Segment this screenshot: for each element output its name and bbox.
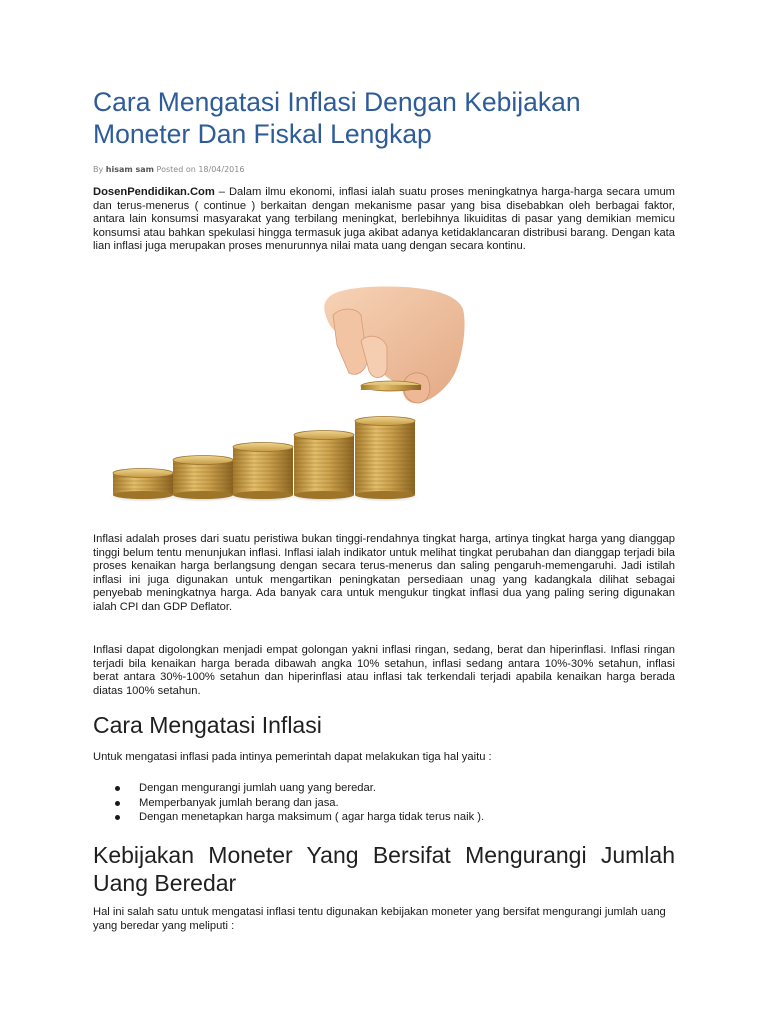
- coin-stack-2: [169, 456, 237, 503]
- section-heading-cara-mengatasi: Cara Mengatasi Inflasi: [93, 712, 322, 738]
- byline-by-label: By: [93, 165, 104, 174]
- bullet-icon: [115, 786, 120, 791]
- post-date: 18/04/2016: [198, 165, 245, 174]
- paragraph-three-ways: Untuk mengatasi inflasi pada intinya pemerintah dapat melakukan tiga hal yaitu :: [93, 751, 492, 763]
- coin-stack-1: [109, 469, 177, 503]
- coin-stack-3: [229, 443, 297, 503]
- bullet-list: [115, 781, 484, 825]
- paragraph-monetary-policy: Hal ini salah satu untuk mengatasi inflasi tentu digunakan kebijakan moneter yang bersifat mengurangi jumlah uang yang beredar yang meliputi :: [93, 906, 666, 932]
- list-item-text: Memperbanyak jumlah berang dan jasa.: [139, 796, 339, 809]
- list-item: [115, 810, 484, 825]
- coin-stack-4: [290, 431, 358, 503]
- hand-with-coin: [324, 286, 464, 403]
- paragraph-classification: Inflasi dapat digolongkan menjadi empat golongan yakni inflasi ringan, sedang, berat dan hiperinflasi. Inflasi ringan terjadi bila kenaikan harga berada dibawah angka 10% setahun, inflasi sedang antara 10%-30% setahun, inflasi berat antara 30%-100% setahun dan hiperinflasi atau inflasi tak terkendali terjadi apabila kenaikan harga berada diatas 100% setahun.: [93, 644, 675, 697]
- bullet-icon: [115, 801, 120, 806]
- coin-stacks-illustration: [105, 285, 467, 503]
- list-item-text: Dengan mengurangi jumlah uang yang beredar.: [139, 782, 376, 794]
- section-heading-kebijakan-moneter: Kebijakan Moneter Yang Bersifat Mengurangi Jumlah Uang Beredar: [93, 842, 675, 896]
- bullet-icon: [115, 815, 120, 820]
- brand-name: DosenPendidikan.Com: [93, 186, 215, 198]
- list-item-text: Dengan menetapkan harga maksimum ( agar harga tidak terus naik ).: [139, 811, 485, 824]
- author-link[interactable]: hisam sam: [105, 165, 154, 174]
- coin-stack-5: [351, 417, 419, 503]
- byline-posted-label: Posted on: [156, 165, 196, 174]
- intro-text: – Dalam ilmu ekonomi, inflasi ialah suatu proses meningkatnya harga-harga secara umum dan terus-menerus ( continue ) berkaitan dengan mekanisme pasar yang bisa disebabkan oleh berbagai faktor, antara lain konsumsi masyarakat yang terbilang meningkat, berlebihnya likuiditas di pasar yang demikian memicu konsumsi atau bahkan spekulasi hingga termasuk juga akibat adanya ketidaklancaran distribusi barang. Dengan kata lian inflasi juga merupakan proses menurunnya nilai mata uang dengan secara kontinu.: [93, 186, 675, 253]
- paragraph-definition: Inflasi adalah proses dari suatu peristiwa bukan tinggi-rendahnya tingkat harga, artinya tingkat harga yang dianggap tinggi belum tentu menunjukan inflasi. Inflasi ialah indikator untuk melihat tingkat perubahan dan dianggap terjadi bila proses kenaikan harga berlangsung dengan secara terus-menerus dan saling pengaruh-memengaruhi. Jadi istilah inflasi ini juga digunakan untuk mengartikan peningkatan persediaan unag yang kadangkala dilihat sebagai penyebab meningkatnya harga. Ada banyak cara untuk mengukur tingkat inflasi dua yang paling sering digunakan ialah CPI dan GDP Deflator.: [93, 533, 675, 613]
- byline: [93, 165, 244, 174]
- list-item: [115, 796, 484, 811]
- intro-paragraph: [93, 186, 675, 254]
- article-title: Cara Mengatasi Inflasi Dengan Kebijakan Moneter Dan Fiskal Lengkap: [93, 87, 581, 149]
- list-item: [115, 781, 484, 796]
